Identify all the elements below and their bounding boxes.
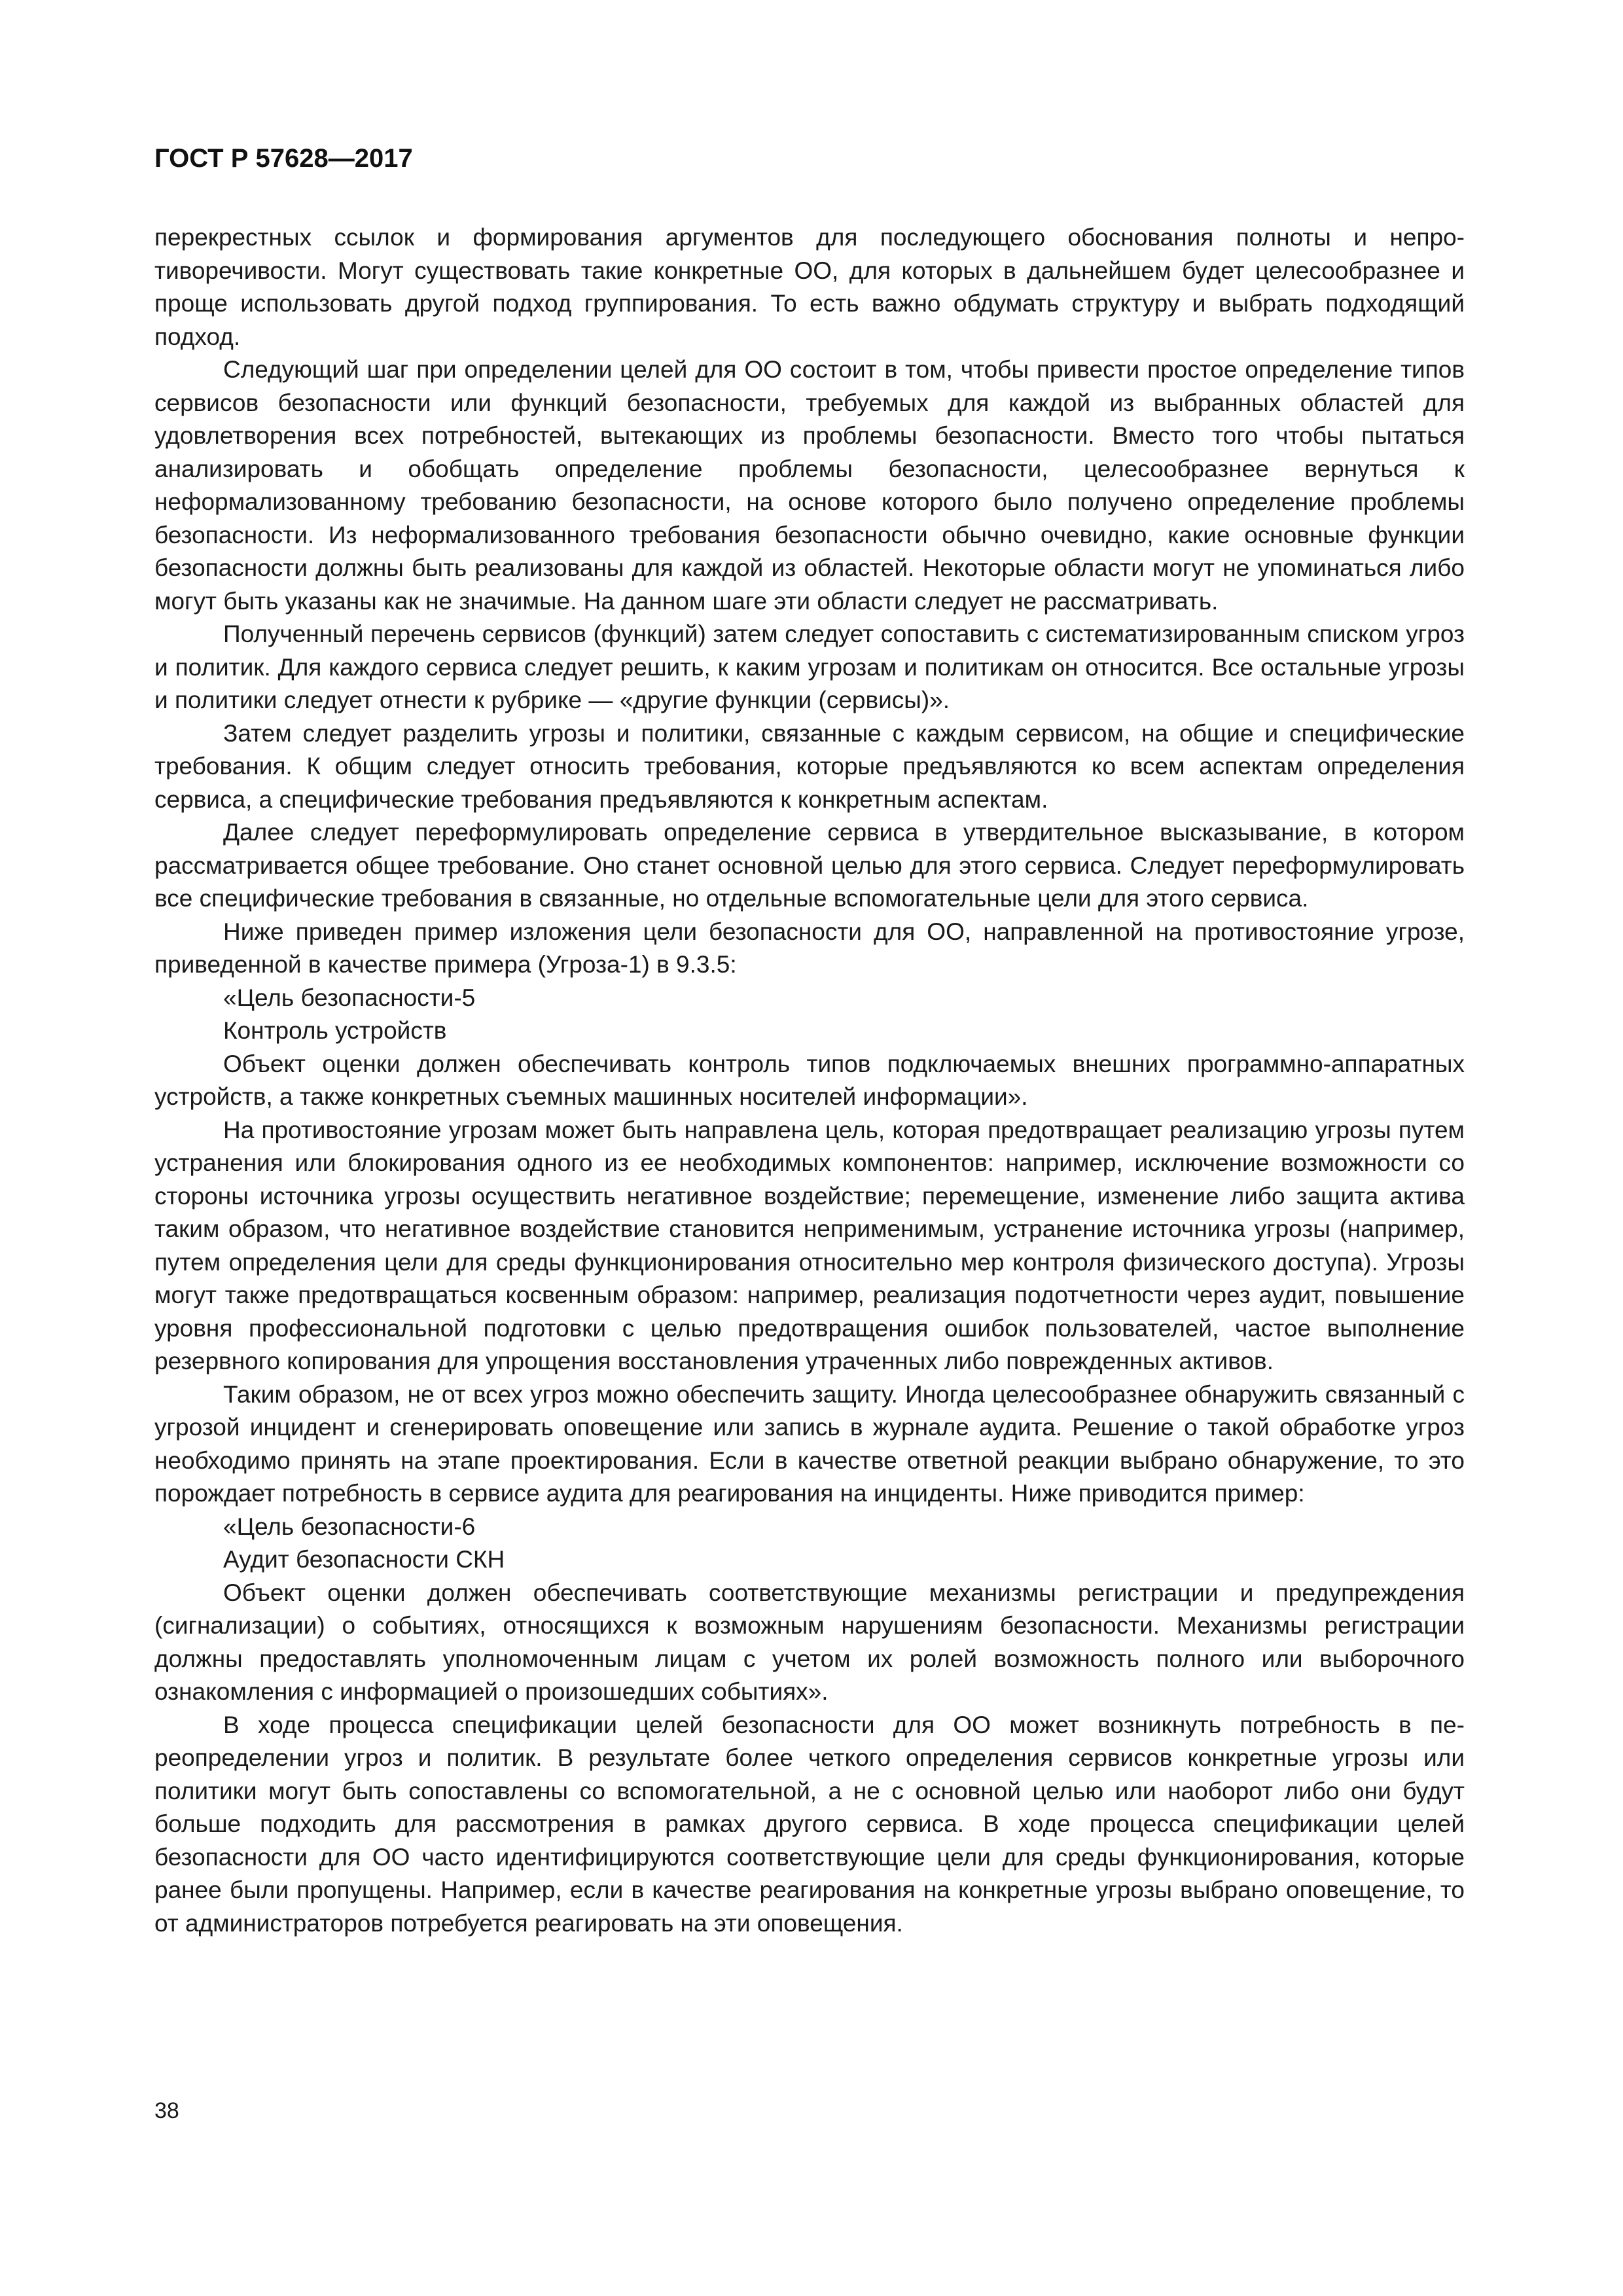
document-header: ГОСТ Р 57628—2017 <box>154 144 413 173</box>
paragraph-continuation: перекрестных ссылок и формирования аргументов для последующего обоснования полноты и непротиворечивости. Могут существовать такие конкретные ОО, для которых в дальнейшем будет целесообразнее и проще использовать другой подход группирования. То есть важно обдумать структуру и выбрать подходящий подход. <box>154 224 1465 350</box>
security-goal-name: Аудит безопасности СКН <box>223 1546 505 1573</box>
security-goal-text: Объект оценки должен обеспечивать контроль типов подключаемых внешних программно-аппаратных устройств, а также конкретных съемных машинных носителей информации». <box>154 1050 1465 1110</box>
page-number: 38 <box>154 2098 179 2123</box>
body-text <box>154 221 1465 1940</box>
security-goal-text: Объект оценки должен обеспечивать соответствующие механизмы регистрации и предупреждения (сигнализации) о событиях, относящихся к возможным нарушениям безопасности. Механизмы регистрации должны предоставлять уполномоченным лицам с учетом их ролей возможность полного или выборочного ознакомления с информацией о произошедших событиях». <box>154 1579 1465 1705</box>
paragraph: Далее следует переформулировать определение сервиса в утвердительное высказывание, в котором рассматривается общее требование. Оно станет основной целью для этого сервиса. Следует переформулировать все специфические требования в связанные, но отдельные вспомогательные цели для этого сервиса. <box>154 819 1465 912</box>
paragraph: Ниже приведен пример изложения цели безопасности для ОО, направленной на противостояние угрозе, приведенной в качестве примера (Угроза-1) в 9.3.5: <box>154 918 1465 978</box>
paragraph: Таким образом, не от всех угроз можно обеспечить защиту. Иногда целесообразнее обнаружить связанный с угрозой инцидент и сгенерировать оповещение или запись в журнале аудита. Решение о такой обработке угроз необходимо принять на этапе проектирования. Если в качестве ответной реакции выбрано обнаружение, то это порождает потребность в сервисе аудита для реагирования на инциденты. Ниже приводится пример: <box>154 1380 1465 1507</box>
paragraph: Затем следует разделить угрозы и политики, связанные с каждым сервисом, на общие и специфические требования. К общим следует относить требования, которые предъявляются ко всем аспектам определения сервиса, а специфические требования предъявляются к конкретным аспектам. <box>154 719 1465 813</box>
paragraph: Полученный перечень сервисов (функций) затем следует сопоставить с систематизированным списком угроз и политик. Для каждого сервиса следует решить, к каким угрозам и политикам он относится. Все остальные угрозы и политики следует отнести к рубрике — «другие функции (сервисы)». <box>154 620 1465 713</box>
security-goal-name: Контроль устройств <box>223 1017 447 1044</box>
security-goal-title: «Цель безопасности-6 <box>223 1513 476 1540</box>
security-goal-title: «Цель безопасности-5 <box>223 984 476 1011</box>
paragraph: Следующий шаг при определении целей для ОО состоит в том, чтобы привести простое определение типов сервисов безопасности или функций безопасности, требуемых для каждой из выбранных областей для удовлетворения всех потребностей, вытекающих из проблемы безопасности. Вместо того чтобы пытаться анализировать и обобщать определение проблемы безопасности, целесообразнее вернуться к неформализованному требованию безопасности, на основе которого было получено определение проблемы безопасности. Из неформализованного требования безопасности обычно очевидно, какие основные функции безопасности должны быть реализованы для каждой из областей. Некоторые области могут не упоминаться либо могут быть указаны как не значимые. На данном шаге эти области следует не рассматривать. <box>154 356 1465 615</box>
paragraph: В ходе процесса спецификации целей безопасности для ОО может возникнуть потребность в переопределении угроз и политик. В результате более четкого определения сервисов конкретные угрозы или политики могут быть сопоставлены со вспомогательной, а не с основной целью или наоборот либо они будут больше подходить для рассмотрения в рамках другого сервиса. В ходе процесса спецификации целей безопасности для ОО часто идентифицируются соответствующие цели для среды функционирования, которые ранее были пропущены. Например, если в качестве реагирования на конкретные угрозы выбрано оповещение, то от администраторов потребуется реагировать на эти оповещения. <box>154 1711 1465 1937</box>
paragraph: На противостояние угрозам может быть направлена цель, которая предотвращает реализацию угрозы путем устранения или блокирования одного из ее необходимых компонентов: например, исключение возможности со стороны источника угрозы осуществить негативное воздействие; перемещение, изменение либо защита актива таким образом, что негативное воздействие становится неприменимым, устранение источника угрозы (например, путем определения цели для среды функционирования относительно мер контроля физического доступа). Угрозы могут также предотвращаться косвенным образом: например, реализация подотчетности через аудит, повышение уровня профессиональной подготовки с целью предотвращения ошибок пользователей, частое выполнение резервного копирования для упрощения восстановления утраченных либо поврежденных активов. <box>154 1116 1465 1374</box>
